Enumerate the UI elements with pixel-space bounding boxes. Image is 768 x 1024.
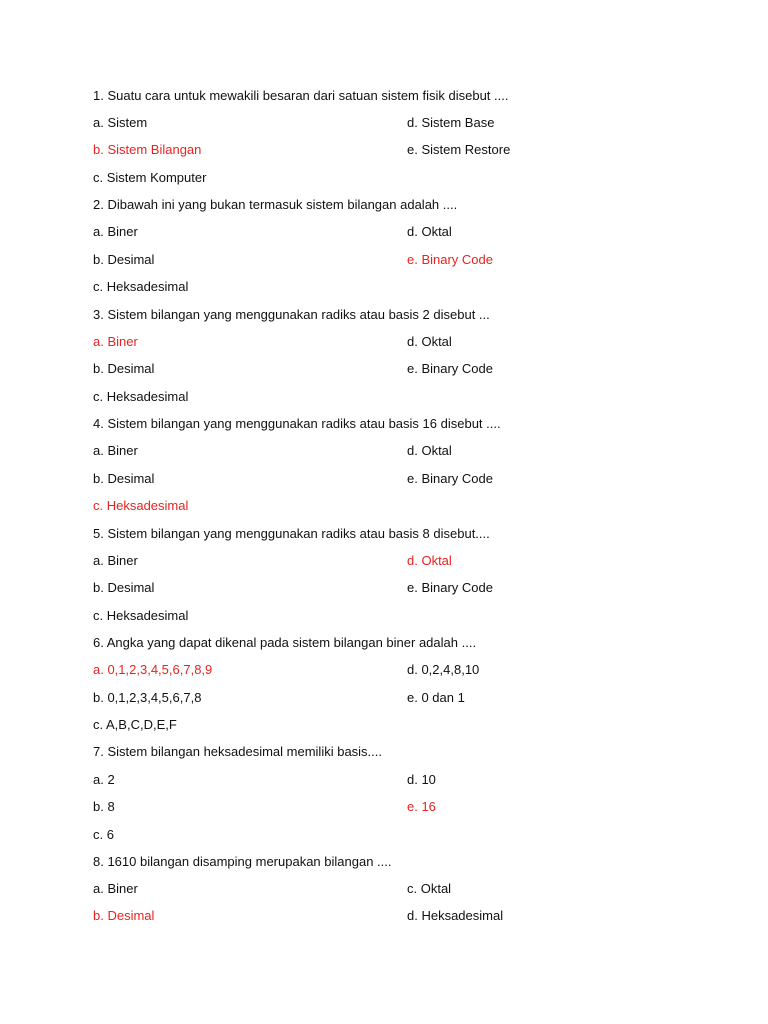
question-7-text: 7. Sistem bilangan heksadesimal memiliki basis.... — [93, 744, 383, 759]
q4-option-e: e. Binary Code — [407, 471, 493, 486]
q1-option-a: a. Sistem — [93, 115, 148, 130]
q6-option-e: e. 0 dan 1 — [407, 690, 465, 705]
q8-option-b: b. Desimal — [93, 908, 155, 923]
question-3-text: 3. Sistem bilangan yang menggunakan radiks atau basis 2 disebut ... — [93, 307, 490, 322]
question-1-text: 1. Suatu cara untuk mewakili besaran dari satuan sistem fisik disebut .... — [93, 88, 509, 103]
q5-option-d: d. Oktal — [407, 553, 452, 568]
q5-option-b: b. Desimal — [93, 580, 155, 595]
q4-option-a: a. Biner — [93, 443, 138, 458]
q3-option-c: c. Heksadesimal — [93, 389, 189, 404]
q3-option-e: e. Binary Code — [407, 361, 493, 376]
question-4-text: 4. Sistem bilangan yang menggunakan radiks atau basis 16 disebut .... — [93, 416, 501, 431]
q2-option-a: a. Biner — [93, 224, 138, 239]
q2-option-e: e. Binary Code — [407, 252, 493, 267]
q6-option-d: d. 0,2,4,8,10 — [407, 662, 480, 677]
q5-option-c: c. Heksadesimal — [93, 608, 189, 623]
q1-option-c: c. Sistem Komputer — [93, 170, 207, 185]
q1-option-d: d. Sistem Base — [407, 115, 495, 130]
q3-option-a: a. Biner — [93, 334, 138, 349]
question-8-text: 8. 1610 bilangan disamping merupakan bilangan .... — [93, 854, 392, 869]
q4-option-d: d. Oktal — [407, 443, 452, 458]
q2-option-b: b. Desimal — [93, 252, 155, 267]
q2-option-c: c. Heksadesimal — [93, 279, 189, 294]
q3-option-d: d. Oktal — [407, 334, 452, 349]
q6-option-a: a. 0,1,2,3,4,5,6,7,8,9 — [93, 662, 213, 677]
q5-option-a: a. Biner — [93, 553, 138, 568]
q7-option-a: a. 2 — [93, 772, 115, 787]
q7-option-d: d. 10 — [407, 772, 436, 787]
question-5-text: 5. Sistem bilangan yang menggunakan radiks atau basis 8 disebut.... — [93, 526, 490, 541]
q2-option-d: d. Oktal — [407, 224, 452, 239]
q7-option-b: b. 8 — [93, 799, 115, 814]
question-2-text: 2. Dibawah ini yang bukan termasuk sistem bilangan adalah .... — [93, 197, 458, 212]
q6-option-c: c. A,B,C,D,E,F — [93, 717, 177, 732]
question-6-text: 6. Angka yang dapat dikenal pada sistem bilangan biner adalah .... — [93, 635, 477, 650]
q1-option-b: b. Sistem Bilangan — [93, 142, 202, 157]
q4-option-b: b. Desimal — [93, 471, 155, 486]
q8-option-d: d. Heksadesimal — [407, 908, 504, 923]
q1-option-e: e. Sistem Restore — [407, 142, 511, 157]
q6-option-b: b. 0,1,2,3,4,5,6,7,8 — [93, 690, 202, 705]
q7-option-c: c. 6 — [93, 827, 114, 842]
q8-option-c: c. Oktal — [407, 881, 452, 896]
q3-option-b: b. Desimal — [93, 361, 155, 376]
q8-option-a: a. Biner — [93, 881, 138, 896]
q5-option-e: e. Binary Code — [407, 580, 493, 595]
q7-option-e: e. 16 — [407, 799, 436, 814]
q4-option-c: c. Heksadesimal — [93, 498, 189, 513]
